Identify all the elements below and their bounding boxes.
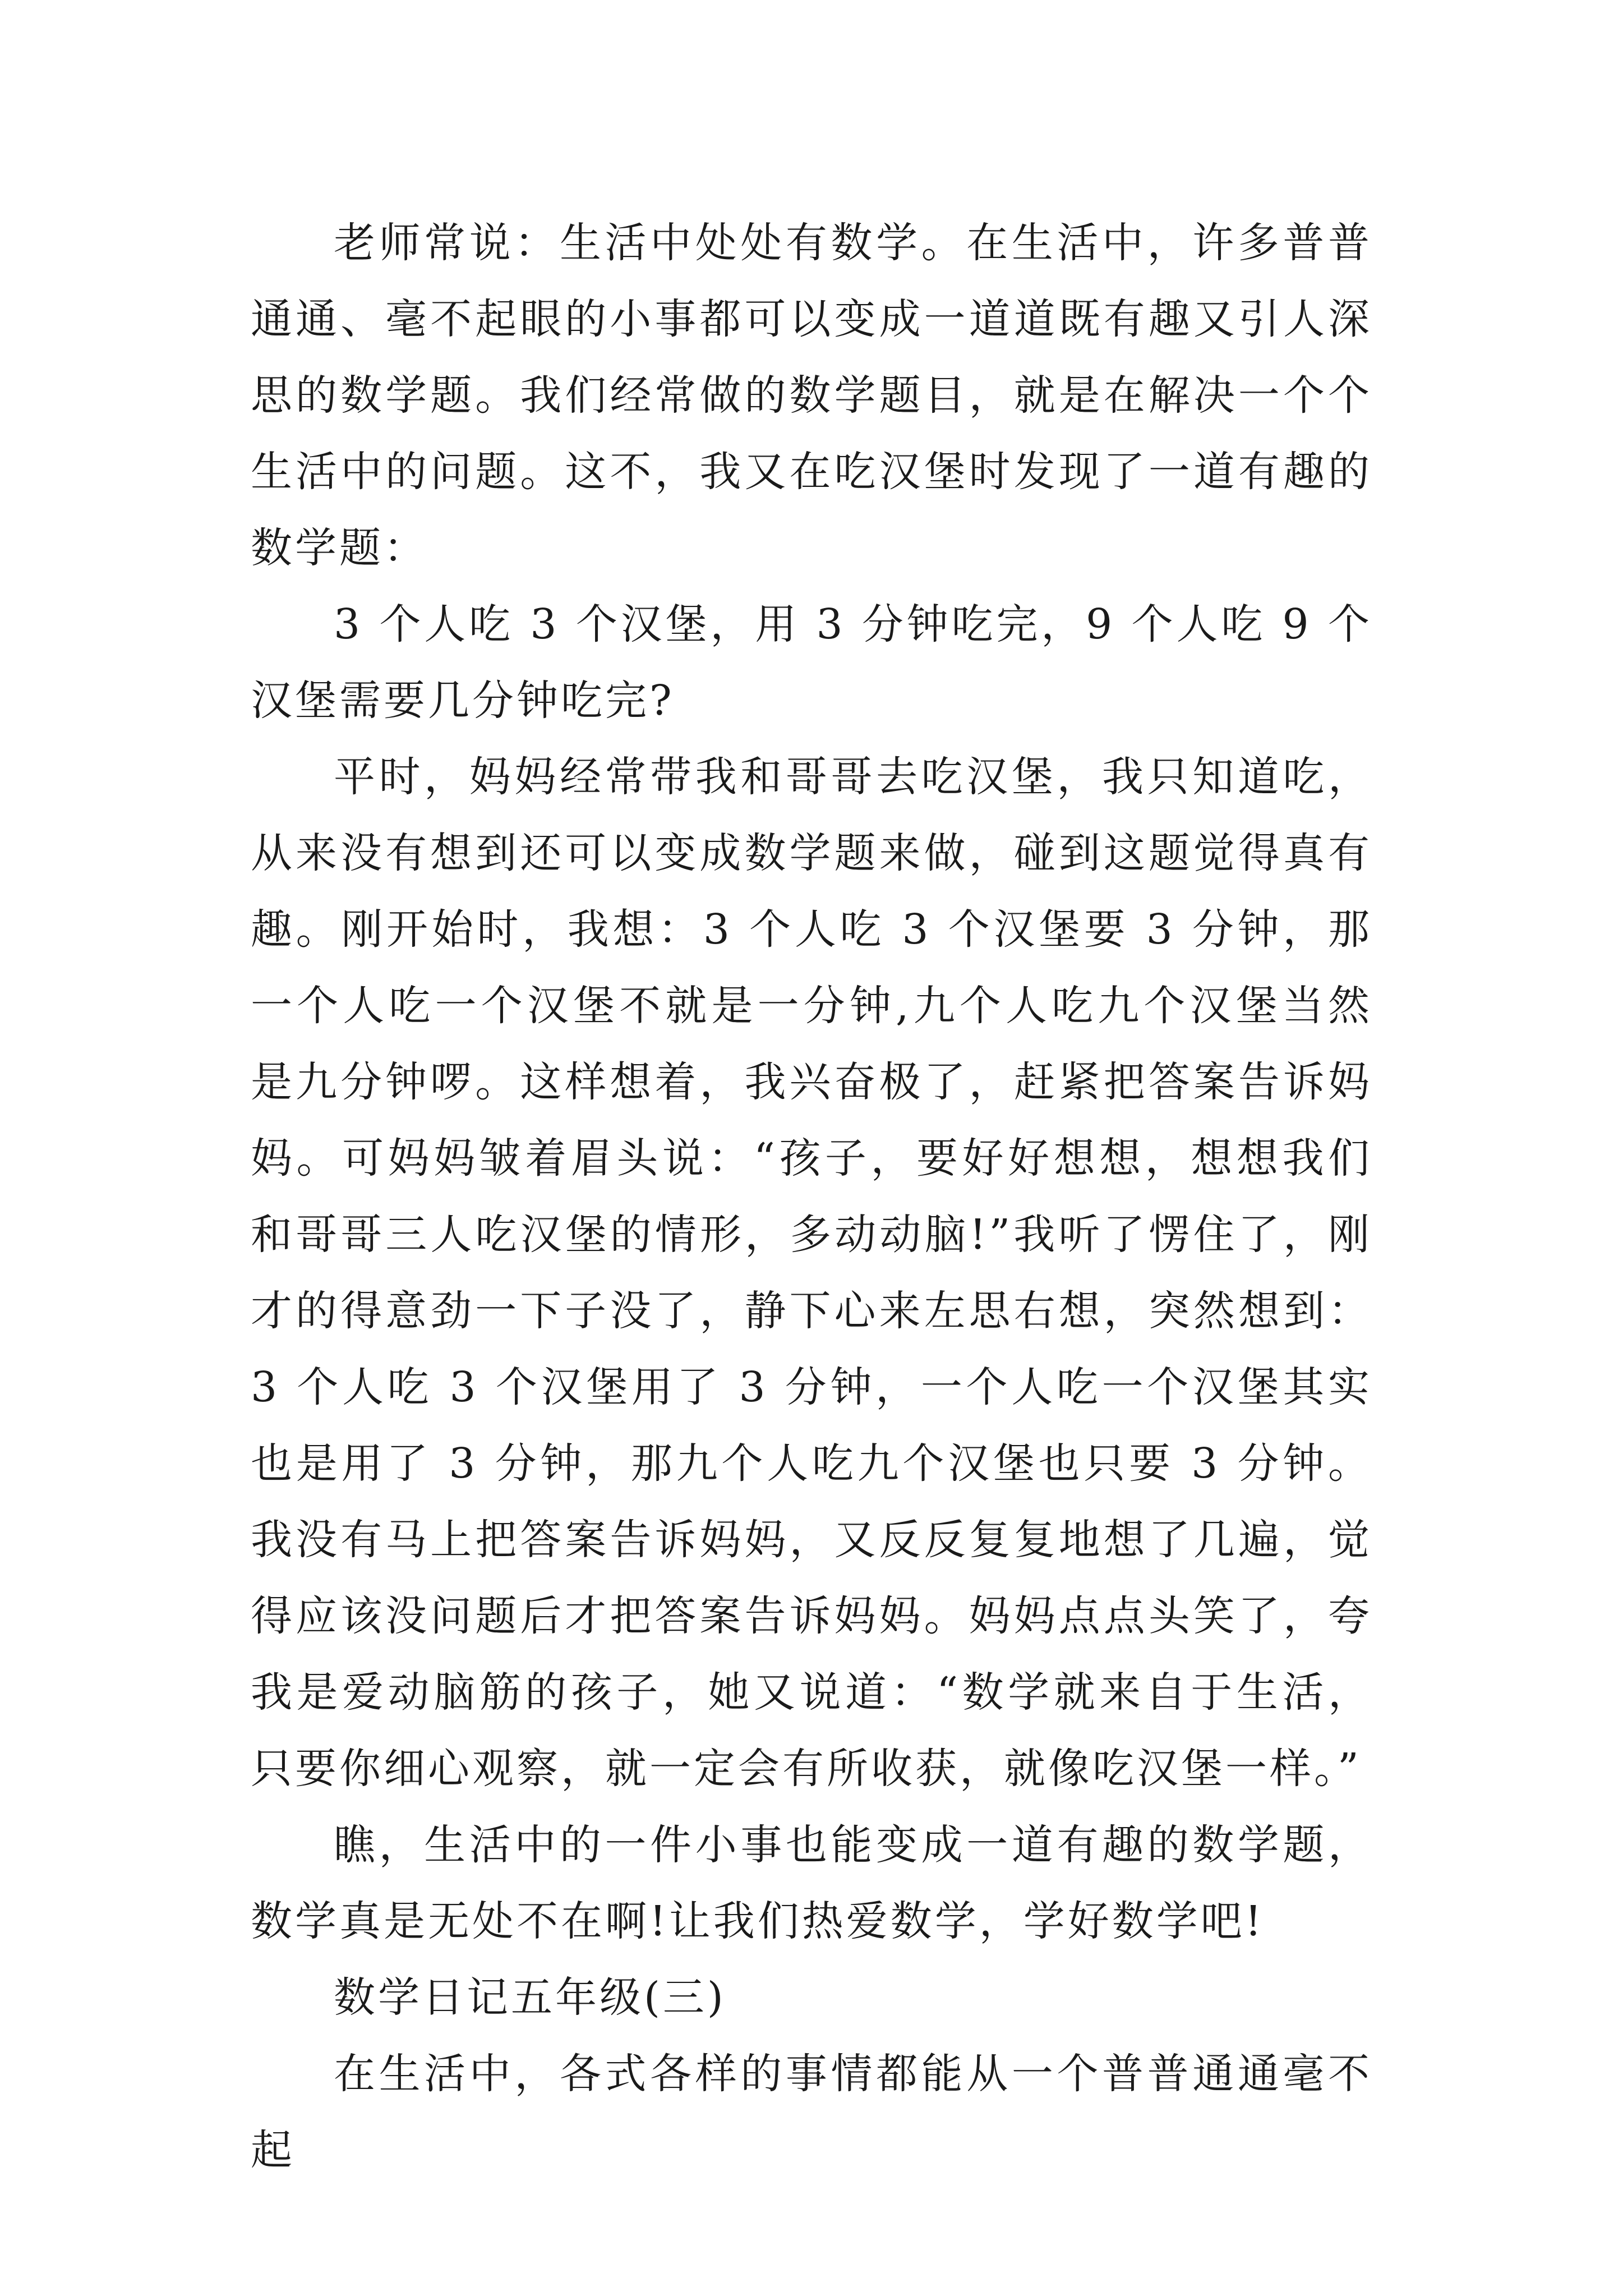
paragraph-intro: 老师常说：生活中处处有数学。在生活中，许多普普通通、毫不起眼的小事都可以变成一道道既有趣又引人深思的数学题。我们经常做的数学题目，就是在解决一个个生活中的问题。这不，我又在吃汉堡时发现了一道有趣的数学题： [251, 219, 1372, 572]
paragraph-story: 平时，妈妈经常带我和哥哥去吃汉堡，我只知道吃，从来没有想到还可以变成数学题来做，碰到这题觉得真有趣。刚开始时，我想：3 个人吃 3 个汉堡要 3 分钟，那一个人吃一个汉堡不就是一分钟,九个人吃九个汉堡当然是九分钟啰。这样想着，我兴奋极了，赶紧把答案告诉妈妈。可妈妈皱着眉头说：“孩子，要好好想想，想想我们和哥哥三人吃汉堡的情形，多动动脑!”我听了愣住了，刚才的得意劲一下子没了，静下心来左思右想，突然想到：3 个人吃 3 个汉堡用了 3 分钟，一个人吃一个汉堡其实也是用了 3 分钟，那九个人吃九个汉堡也只要 3 分钟。我没有马上把答案告诉妈妈，又反反复复地想了几遍，觉得应该没问题后才把答案告诉妈妈。妈妈点点头笑了，夸我是爱动脑筋的孩子，她又说道：“数学就来自于生活，只要你细心观察，就一定会有所收获，就像吃汉堡一样。” [251, 753, 1372, 1793]
document-body [251, 205, 1372, 2188]
paragraph-problem: 3 个人吃 3 个汉堡，用 3 分钟吃完，9 个人吃 9 个汉堡需要几分钟吃完? [251, 600, 1372, 725]
paragraph-conclusion: 瞧，生活中的一件小事也能变成一道有趣的数学题，数学真是无处不在啊!让我们热爱数学，学好数学吧! [251, 1821, 1372, 1945]
paragraph-next: 在生活中，各式各样的事情都能从一个普普通通毫不起 [251, 2050, 1372, 2174]
section-heading: 数学日记五年级(三) [334, 1973, 726, 2022]
